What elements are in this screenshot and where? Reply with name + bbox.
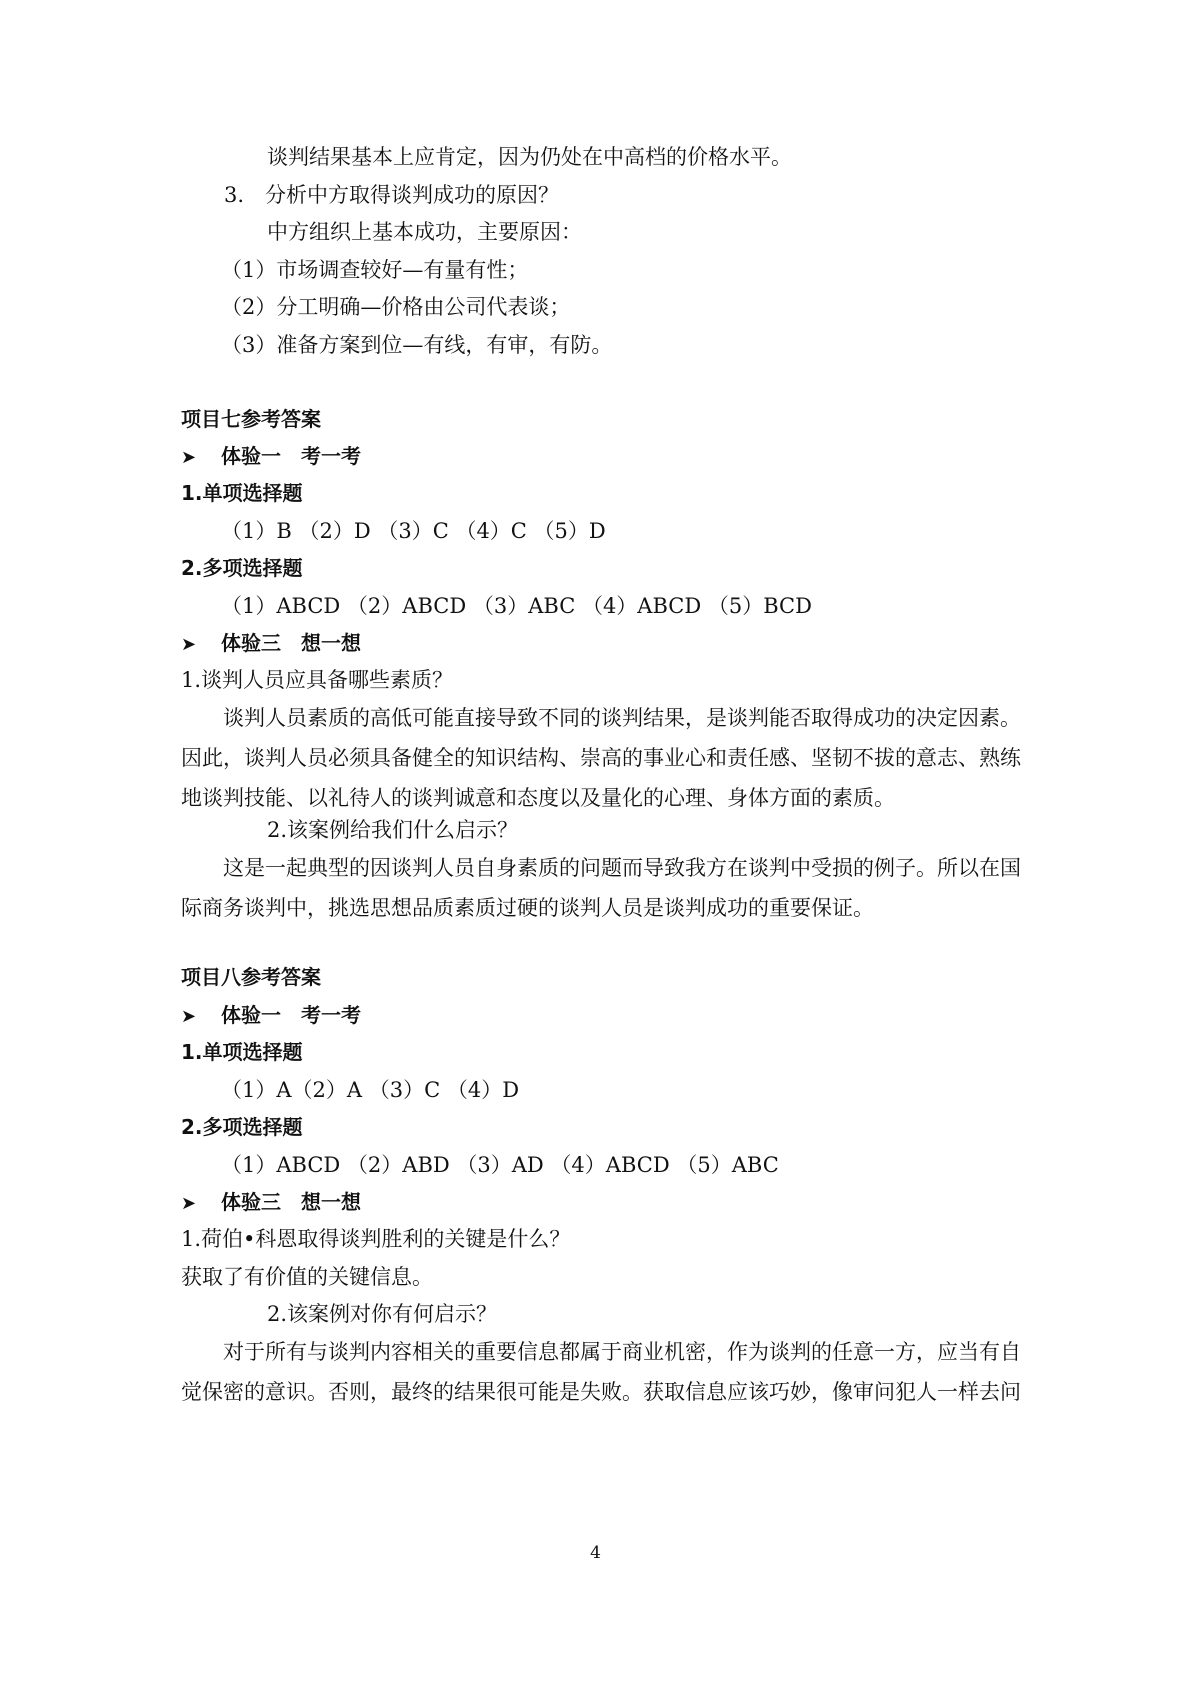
answer-line: （1）B （2）D （3）C （4）C （5）D [221,519,606,543]
arrow-bullet-icon: ➤ [181,1006,197,1027]
text-line: 中方组织上基本成功，主要原因： [267,220,582,244]
question-line: 1.谈判人员应具备哪些素质？ [181,668,454,692]
question-heading: 2.多项选择题 [181,1115,303,1139]
question-line: 1.荷伯•科恩取得谈判胜利的关键是什么？ [181,1227,571,1251]
subsection-heading [181,441,1021,473]
subsection-heading-label: 体验三 想一想 [221,1190,361,1214]
subsection-heading [181,628,1021,660]
question-heading: 1.单项选择题 [181,1040,303,1064]
answer-paragraph: 谈判人员素质的高低可能直接导致不同的谈判结果，是谈判能否取得成功的决定因素。因此，谈判人员必须具备健全的知识结构、崇高的事业心和责任感、坚韧不拔的意志、熟练地谈判技能、以礼待人的谈判诚意和态度以及量化的心理、身体方面的素质。 [181,706,1021,810]
page-number: 4 [590,1543,601,1563]
answer-line: （1）ABCD （2）ABD （3）AD （4）ABCD （5）ABC [221,1153,779,1177]
answer-paragraph: 对于所有与谈判内容相关的重要信息都属于商业机密，作为谈判的任意一方，应当有自觉保密的意识。否则，最终的结果很可能是失败。获取信息应该巧妙，像审问犯人一样去问 [181,1340,1021,1404]
question-heading: 2.多项选择题 [181,556,303,580]
answer-line: 获取了有价值的关键信息。 [181,1265,433,1289]
subsection-heading-label: 体验一 考一考 [221,444,361,468]
question-line: 2.该案例给我们什么启示？ [267,818,519,842]
section-title: 项目八参考答案 [181,965,321,989]
text-line: （1）市场调查较好—有量有性； [221,258,529,282]
answer-paragraph: 这是一起典型的因谈判人员自身素质的问题而导致我方在谈判中受损的例子。所以在国际商务谈判中，挑选思想品质素质过硬的谈判人员是谈判成功的重要保证。 [181,856,1021,920]
subsection-heading [181,1000,1021,1032]
arrow-bullet-icon: ➤ [181,1193,197,1214]
subsection-heading [181,1187,1021,1219]
subsection-heading-label: 体验一 考一考 [221,1003,361,1027]
question-line: 2.该案例对你有何启示？ [267,1302,498,1326]
subsection-heading-label: 体验三 想一想 [221,631,361,655]
answer-line: （1）ABCD （2）ABCD （3）ABC （4）ABCD （5）BCD [221,594,812,618]
text-line: 3. 分析中方取得谈判成功的原因？ [224,183,560,207]
answer-line: （1）A（2）A （3）C （4）D [221,1078,520,1102]
arrow-bullet-icon: ➤ [181,447,197,468]
question-heading: 1.单项选择题 [181,481,303,505]
arrow-bullet-icon: ➤ [181,634,197,655]
text-line: （2）分工明确—价格由公司代表谈； [221,295,571,319]
section-title: 项目七参考答案 [181,407,321,431]
text-line: （3）准备方案到位—有线，有审，有防。 [221,333,613,357]
text-line: 谈判结果基本上应肯定，因为仍处在中高档的价格水平。 [267,145,792,169]
